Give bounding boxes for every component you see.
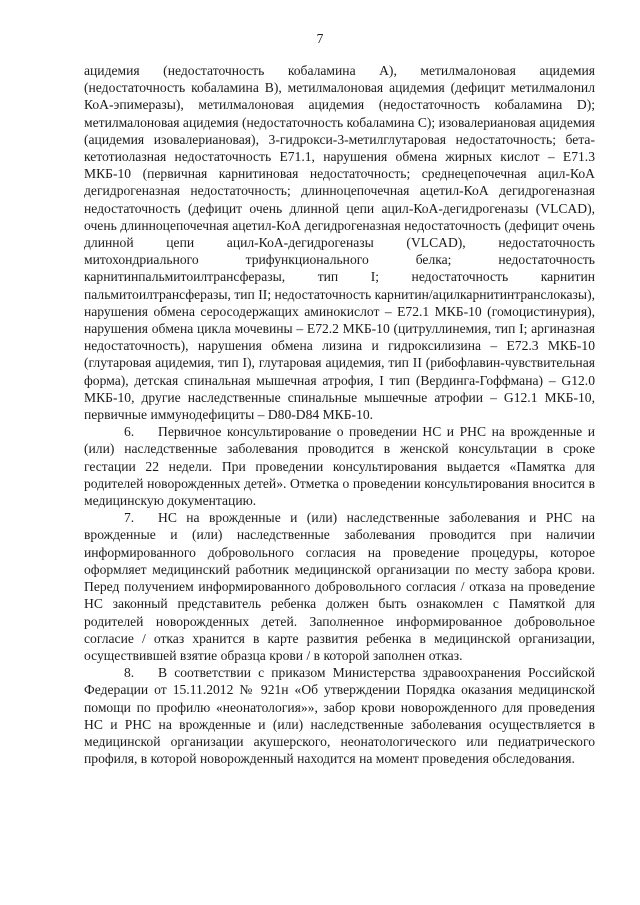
paragraph-number: 6. <box>124 424 135 440</box>
paragraph-text: В соответствии с приказом Министерства здравоохранения Российской Федерации от 15.11.2012 № 921н «Об утверждении Порядка оказания медицинской помощи по профилю «неонатология»», забор крови новорожденного для проведения НС и РНС на врожденные и (или) наследственные заболевания осуществляется в медицинской организации акушерского, неонатологического или педиатрического профиля, в которой новорожденный находится на момент проведения обследования. <box>84 665 595 767</box>
paragraph-text: Первичное консультирование о проведении НС и РНС на врожденные и (или) наследственные заболевания проводится в женской консультации в сроке гестации 22 недели. При проведении консультирования выдается «Памятка для родителей новорожденных детей». Отметка о проведении консультирования вносится в медицинскую документацию. <box>84 424 595 509</box>
continuation-paragraph: ацидемия (недостаточность кобаламина A), метилмалоновая ацидемия (недостаточность кобаламина B), метилмалоновая ацидемия (дефицит метилмалонил КоА-эпимеразы), метилмалоновая ацидемия (недостаточность кобаламина D); метилмалоновая ацидемия (недостаточность кобаламина C); изовалериановая ацидемия (ацидемия изовалериановая), 3-гидрокси-3-метилглутаровая недостаточность; бета-кетотиолазная недостаточность E71.1, нарушения обмена жирных кислот – E71.3 МКБ-10 (первичная карнитиновая недостаточность; среднецепочечная ацил-КоА дегидрогеназная недостаточность; длинноцепочечная ацетил-КоА дегидрогеназная недостаточность (дефицит очень длинной цепи ацил-КоА-дегидрогеназы (VLCAD), очень длинноцепочечная ацетил-КоА дегидрогеназная недостаточность (дефицит очень длинной цепи ацил-КоА-дегидрогеназы (VLCAD), недостаточность митохондриального трифункционального белка; недостаточность карнитинпальмитоилтрансферазы, тип I; недостаточность карнитин пальмитоилтрансферазы, тип II; недостаточность карнитин/ацилкарнитинтранслоказы), нарушения обмена серосодержащих аминокислот – E72.1 МКБ-10 (гомоцистинурия), нарушения обмена цикла мочевины – E72.2 МКБ-10 (цитруллинемия, тип I; аргиназная недостаточность), нарушения обмена лизина и гидроксилизина – E72.3 МКБ-10 (глутаровая ацидемия, тип I), глутаровая ацидемия, тип II (рибофлавин-чувствительная форма), детская спинальная мышечная атрофия, I тип (Вердинга-Гоффмана) – G12.0 МКБ-10, другие наследственные спинальные мышечные атрофии – G12.1 МКБ-10, первичные иммунодефициты – D80-D84 МКБ-10. <box>84 63 595 423</box>
paragraph-number: 8. <box>124 665 135 681</box>
paragraph-item-6 <box>84 423 595 509</box>
paragraph-number: 7. <box>124 510 135 526</box>
paragraph-item-7 <box>84 509 595 664</box>
document-body <box>84 62 595 767</box>
paragraph-item-8 <box>84 664 595 767</box>
paragraph-text: НС на врожденные и (или) наследственные заболевания и РНС на врожденные и (или) наследственные заболевания проводится при наличии информированного добровольного согласия на проведение процедуры, которое оформляет медицинский работник медицинской организации по месту забора крови. Перед получением информированного добровольного согласия / отказа на проведение НС законный представитель ребенка должен быть ознакомлен с Памяткой для родителей новорожденных детей. Заполненное информированное добровольное согласие / отказ хранится в карте развития ребенка в медицинской организации, осуществившей взятие образца крови / в которой заполнен отказ. <box>84 510 595 663</box>
page-number: 7 <box>316 31 324 46</box>
